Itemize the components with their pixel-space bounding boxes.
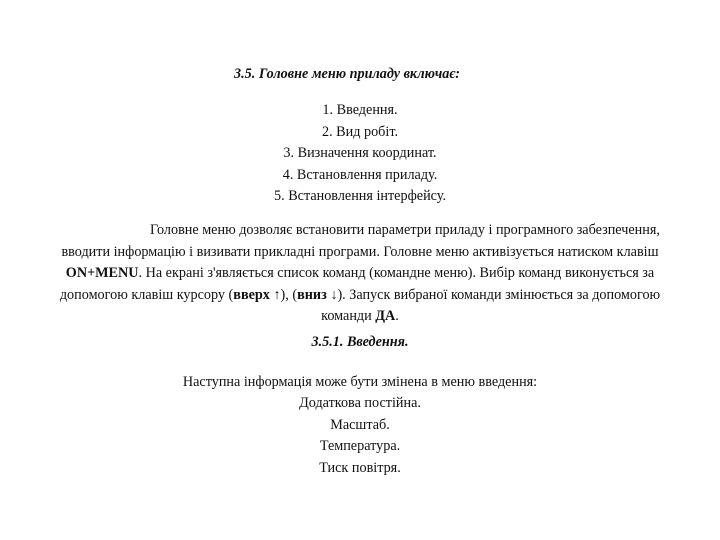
list-item: 2. Вид робіт. xyxy=(321,123,399,140)
list-item: 4. Встановлення приладу. xyxy=(282,166,438,183)
list-item: Тиск повітря. xyxy=(319,459,401,476)
list-item: 1. Введення. xyxy=(322,102,398,118)
list-item: 3. Визначення координат. xyxy=(283,145,437,162)
cursor-down-key: вниз ↓ xyxy=(297,286,338,303)
paragraph-text: . xyxy=(395,308,399,325)
list-item: 5. Встановлення інтерфейсу. xyxy=(274,188,446,205)
input-menu-list xyxy=(0,393,720,479)
main-menu-list xyxy=(150,100,570,208)
intro-text: Наступна інформація може бути змінена в меню введення: xyxy=(182,374,538,390)
list-item: Додаткова постійна. xyxy=(299,395,421,411)
confirm-command: ДА xyxy=(375,308,396,325)
description-paragraph xyxy=(44,220,676,328)
list-item: Температура. xyxy=(319,438,401,455)
section-heading: 3.5. Головне меню приладу включає: xyxy=(234,66,460,82)
cursor-up-key: вверх ↑ xyxy=(233,286,281,303)
subsection-heading: 3.5.1. Введення. xyxy=(311,334,409,350)
list-item: Масштаб. xyxy=(330,416,390,433)
paragraph-text: ). Запуск вибраної команди змінюється за допомогою команди xyxy=(321,286,661,325)
paragraph-text: ), ( xyxy=(280,286,298,303)
paragraph-text: . На екрані з'являється список команд (командне меню). Вибір команд виконується за допомогою клавіш курсору ( xyxy=(59,265,655,303)
paragraph-text: Головне меню дозволяє встановити параметри приладу і програмного забезпечення, вводити інформацію і визивати прикладні програми. Головне меню активізується натиском клавіш xyxy=(61,222,660,260)
key-combination: ON+MENU xyxy=(65,265,139,282)
